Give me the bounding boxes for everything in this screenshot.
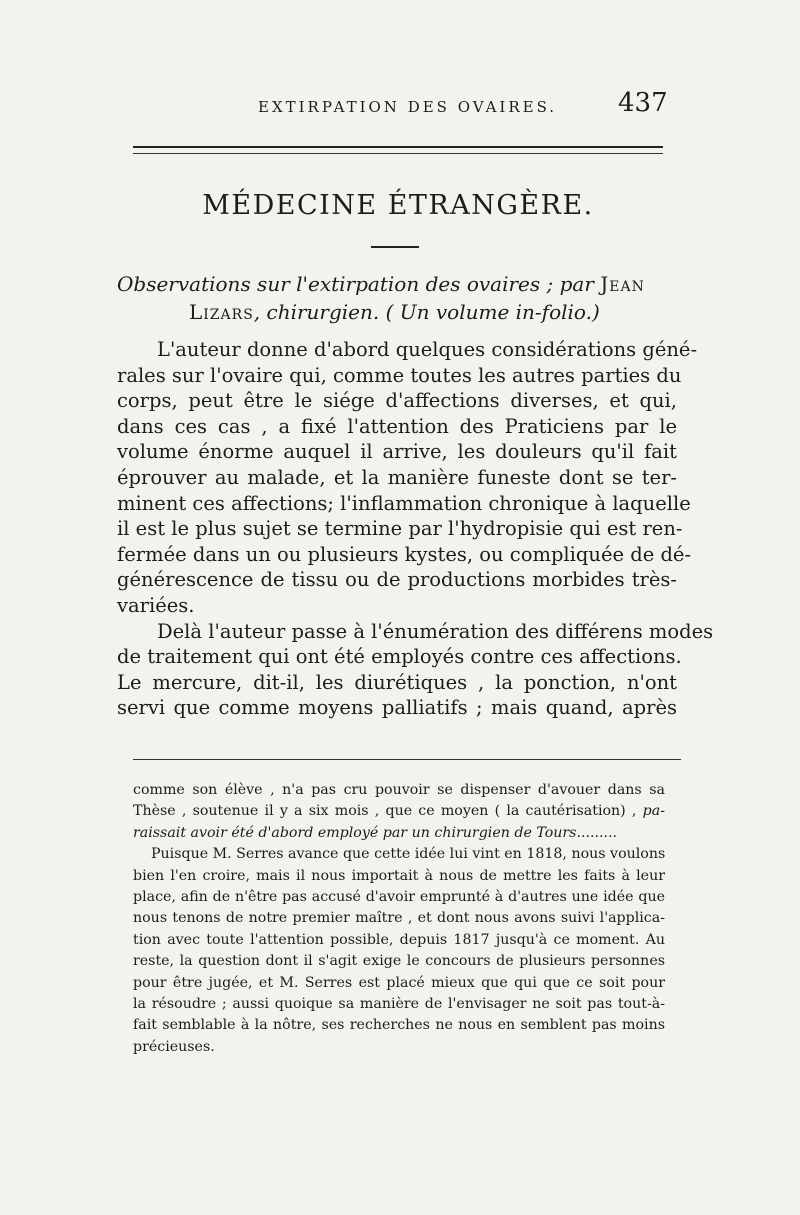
body-line: rales sur l'ovaire qui, comme toutes les autres parties du xyxy=(117,363,682,387)
header-rule-thin xyxy=(133,153,663,154)
footnote-line-roman: Thèse , soutenue il y a six mois , que ce moyen ( la cautérisation) , xyxy=(133,803,637,820)
running-head: EXTIRPATION DES OVAIRES. xyxy=(258,98,558,116)
footnote-line: précieuses. xyxy=(133,1038,215,1055)
title-divider xyxy=(371,246,419,248)
body-text xyxy=(117,337,714,721)
review-title: Observations sur l'extirpation des ovaires ; par xyxy=(117,272,594,296)
header-rule-thick xyxy=(133,146,663,148)
review-heading-line-1 xyxy=(117,270,673,298)
body-line: servi que comme moyens palliatifs ; mais quand, après xyxy=(117,696,677,720)
body-line: éprouver au malade, et la manière funeste dont se ter- xyxy=(117,465,677,489)
footnote-line: comme son élève , n'a pas cru pouvoir se dispenser d'avouer dans sa xyxy=(133,782,665,798)
body-line: générescence de tissu ou de productions morbides très- xyxy=(117,568,677,592)
author-first-name: Jean xyxy=(600,272,645,296)
footnote-line: raissait avoir été d'abord employé par un chirurgien de Tours......... xyxy=(133,824,618,841)
footnote xyxy=(133,780,665,1058)
body-line: dans ces cas , a fixé l'attention des Praticiens par le xyxy=(117,414,677,438)
footnote-line xyxy=(133,801,665,822)
footnote-line: reste, la question dont il s'agit exige le concours de plusieurs personnes xyxy=(133,953,665,970)
footnote-line: tion avec toute l'attention possible, depuis 1817 jusqu'à ce moment. Au xyxy=(133,931,665,948)
body-line: de traitement qui ont été employés contre ces affections. xyxy=(117,645,682,669)
footnote-line: Puisque M. Serres avance que cette idée lui vint en 1818, nous voulons xyxy=(151,846,666,863)
footnote-line: nous tenons de notre premier maître , et dont nous avons suivi l'applica- xyxy=(133,910,665,927)
volume-note: ( Un volume in-folio.) xyxy=(385,300,600,324)
footnote-line-italic: pa- xyxy=(642,803,665,820)
page-number: 437 xyxy=(618,88,668,118)
body-line: Le mercure, dit-il, les diurétiques , la ponction, n'ont xyxy=(117,670,677,694)
review-heading-line-2 xyxy=(117,298,673,326)
review-heading xyxy=(117,270,673,326)
body-line: minent ces affections; l'inflammation chronique à laquelle xyxy=(117,491,691,515)
footnote-rule xyxy=(133,759,681,760)
footnote-line: la résoudre ; aussi quoique sa manière de l'envisager ne soit pas tout-à- xyxy=(133,996,665,1013)
body-line: L'auteur donne d'abord quelques considérations géné- xyxy=(157,338,698,361)
footnote-line: pour être jugée, et M. Serres est placé mieux que qui que ce soit pour xyxy=(133,974,665,991)
footnote-line: place, afin de n'être pas accusé d'avoir emprunté à d'autres une idée que xyxy=(133,889,665,906)
body-line: volume énorme auquel il arrive, les douleurs qu'il fait xyxy=(117,440,677,464)
footnote-line: bien l'en croire, mais il nous importait à nous de mettre les faits à leur xyxy=(133,867,665,884)
body-line: Delà l'auteur passe à l'énumération des différens modes xyxy=(157,619,714,643)
body-line: variées. xyxy=(117,593,195,617)
body-line: il est le plus sujet se termine par l'hydropisie qui est ren- xyxy=(117,517,683,541)
footnote-line: fait semblable à la nôtre, ses recherches ne nous en semblent pas moins xyxy=(133,1017,665,1034)
author-last-name: Lizars xyxy=(189,300,254,324)
body-line: fermée dans un ou plusieurs kystes, ou compliquée de dé- xyxy=(117,542,692,566)
author-role: , chirurgien. xyxy=(253,300,380,324)
section-title: MÉDECINE ÉTRANGÈRE. xyxy=(202,190,594,221)
body-line: corps, peut être le siége d'affections diverses, et qui, xyxy=(117,389,677,413)
